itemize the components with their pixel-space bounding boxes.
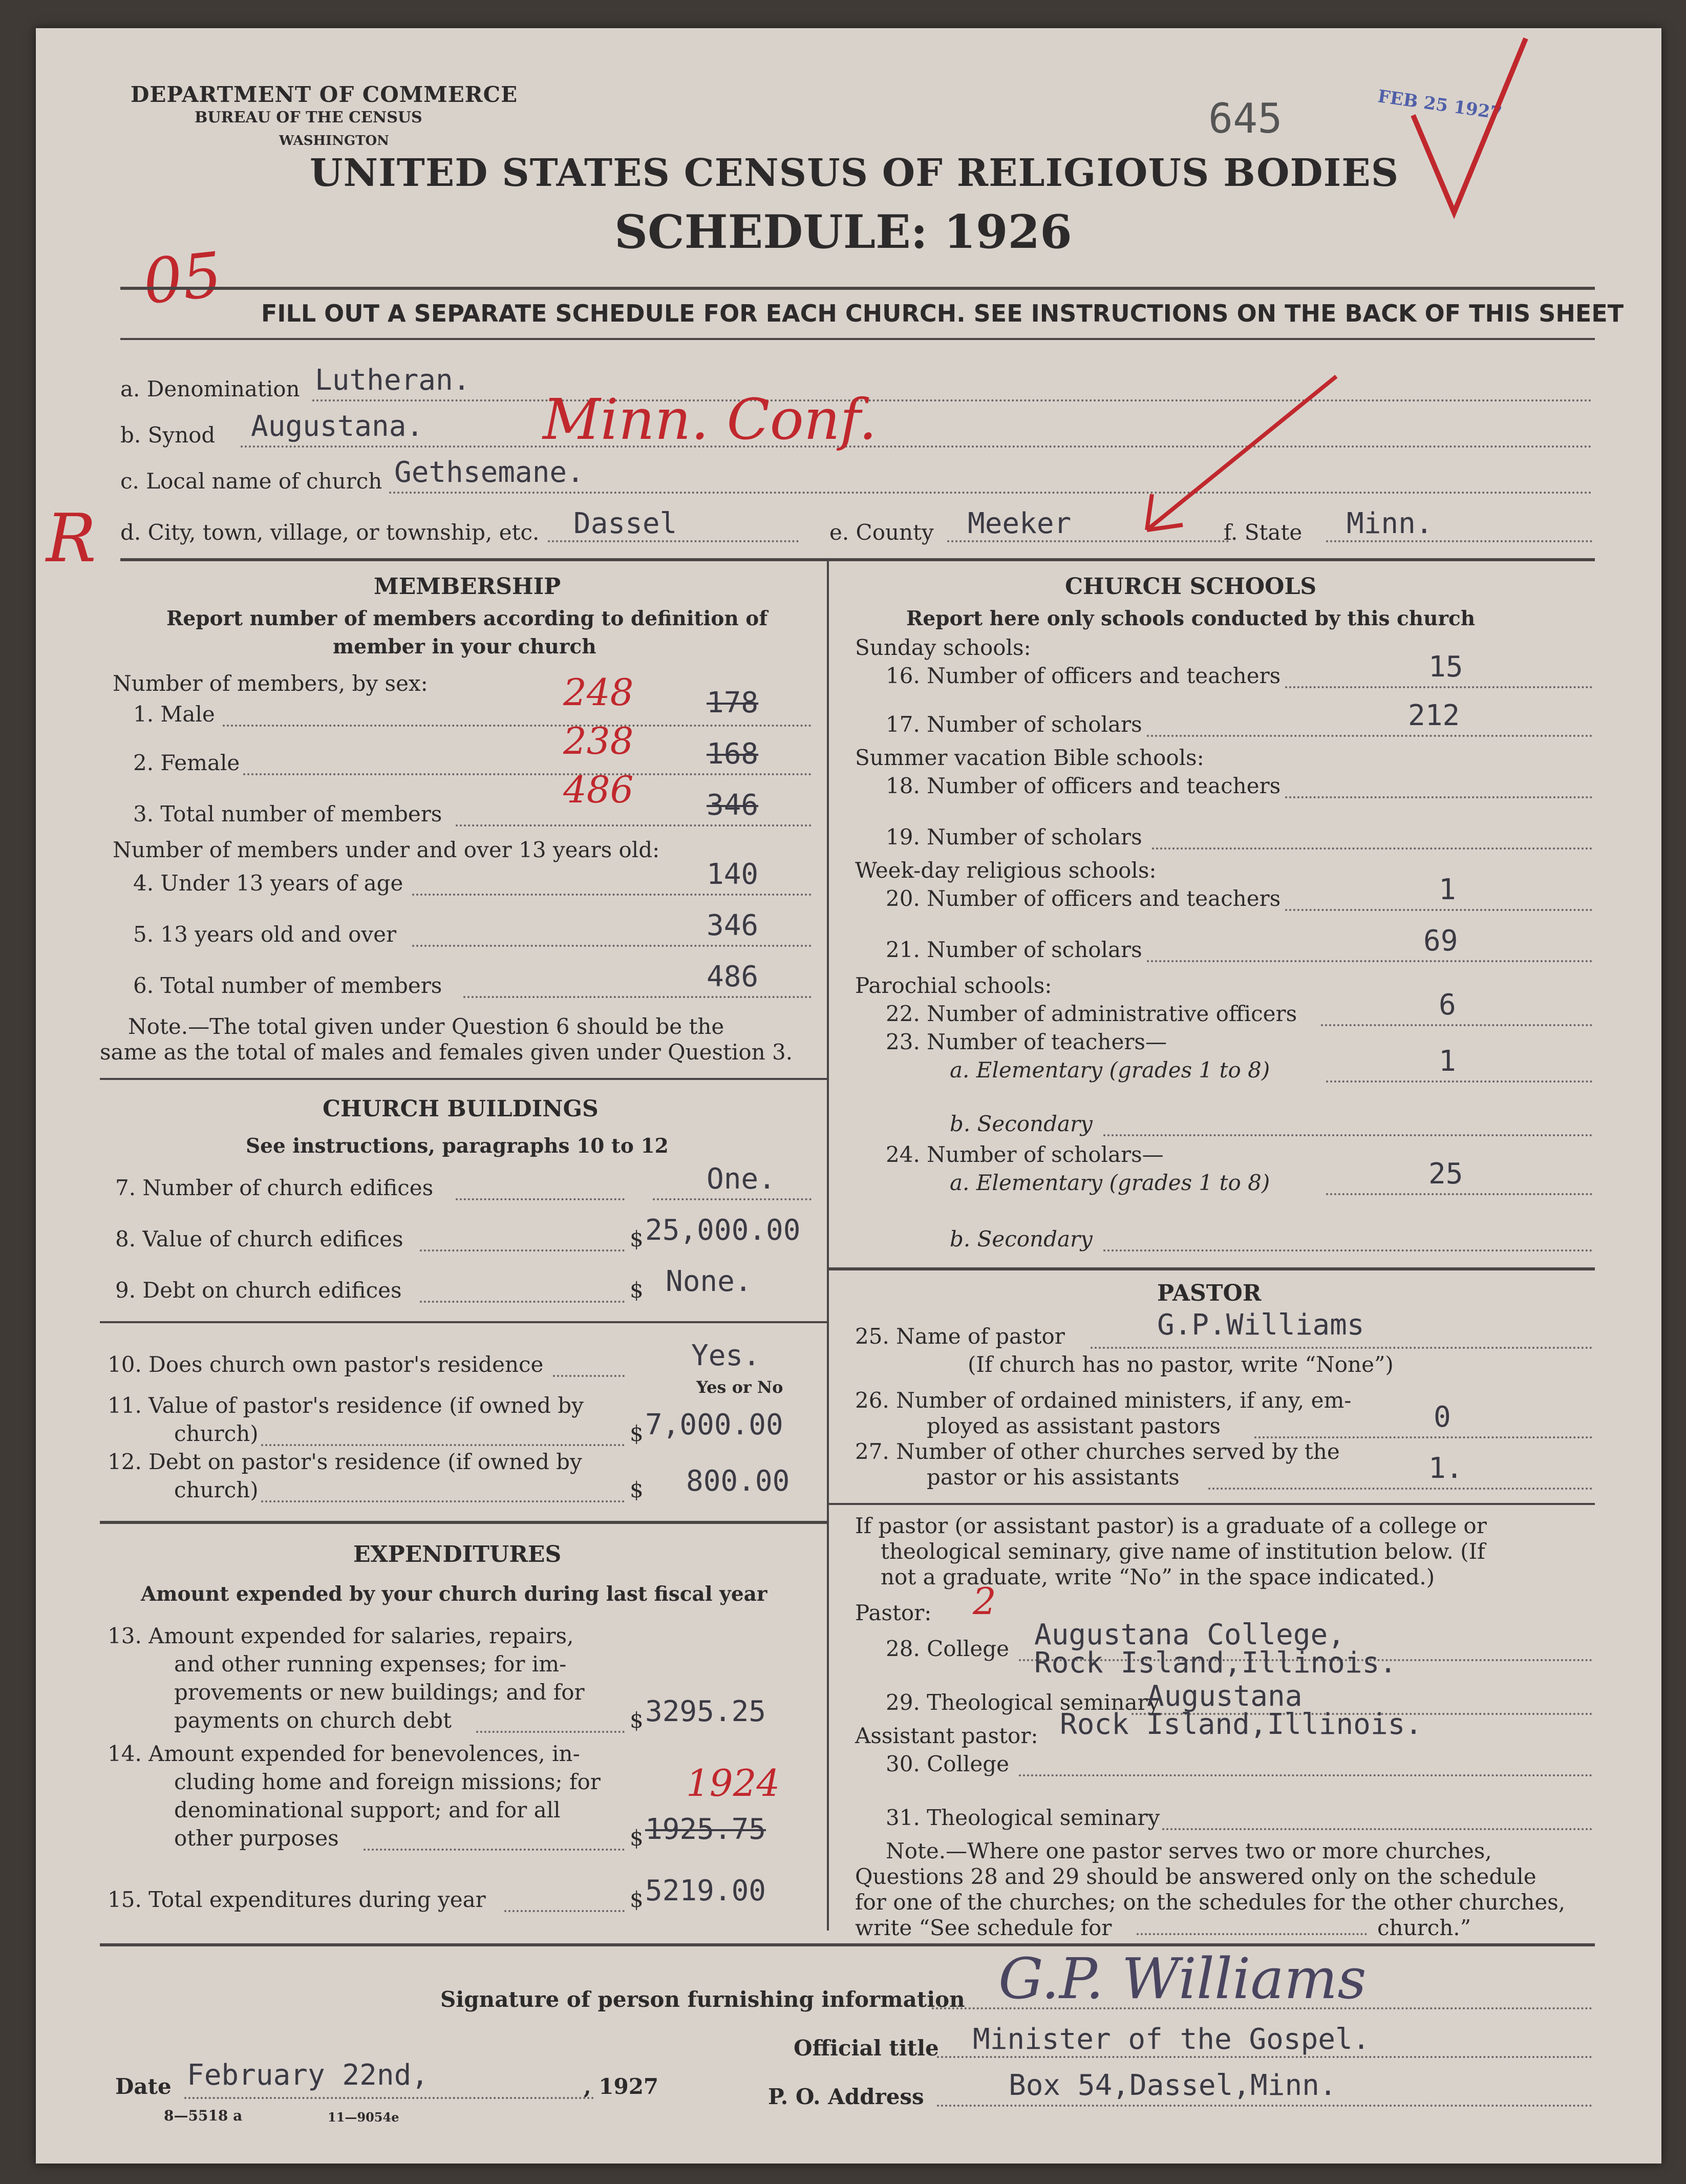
q1-typed-value: 178 [707,686,759,719]
official-title-value: Minister of the Gospel. [973,2023,1370,2056]
q14-label-d: other purposes [174,1826,339,1851]
q25-hint: (If church has no pastor, write “None”) [968,1352,1394,1377]
q13-label-a: 13. Amount expended for salaries, repairs, [108,1623,574,1648]
date-year: , 1927 [584,2074,659,2099]
q21-label: 21. Number of scholars [886,937,1142,962]
q19-label: 19. Number of scholars [886,824,1142,850]
q11-value: 7,000.00 [645,1408,783,1441]
bureau-line: BUREAU OF THE CENSUS [195,109,422,126]
date-label: Date [115,2074,172,2099]
pastor-note3: for one of the churches; on the schedules for the other churches, [855,1890,1566,1915]
schools-sub: Report here only schools conducted by this church [906,607,1476,630]
pastor-note4: write “See schedule for [855,1915,1112,1940]
q12-dollar: $ [630,1477,644,1502]
membership-heading: MEMBERSHIP [374,574,561,600]
q13-value: 3295.25 [645,1695,766,1728]
q20-label: 20. Number of officers and teachers [886,886,1281,911]
q14-dollar: $ [630,1826,644,1851]
state-label: f. State [1224,520,1303,545]
q10-value: Yes. [691,1339,760,1372]
grad-note1: If pastor (or assistant pastor) is a graduate of a college or [855,1513,1487,1538]
po-address-value: Box 54,Dassel,Minn. [1009,2069,1337,2102]
q11-label-a: 11. Value of pastor's residence (if owned by [108,1393,584,1418]
weekday-label: Week-day religious schools: [855,858,1157,883]
city-line: WASHINGTON [279,133,389,149]
pastor-hand-mark: 2 [973,1580,996,1623]
q24b-label: b. Secondary [950,1226,1093,1252]
q4-value: 140 [707,858,759,891]
q9-value: None. [666,1265,752,1298]
q30-label: 30. College [886,1751,1010,1776]
pastor-note5: church.” [1377,1915,1471,1940]
q14-label-a: 14. Amount expended for benevolences, in- [108,1741,580,1766]
q8-value: 25,000.00 [645,1214,801,1247]
synod-label: b. Synod [120,422,216,448]
grad-note3: not a graduate, write “No” in the space indicated.) [881,1564,1435,1589]
official-title-label: Official title [794,2035,939,2061]
q21-value: 69 [1423,924,1458,958]
q23b-label: b. Secondary [950,1111,1093,1136]
q24-label: 24. Number of scholars— [886,1142,1164,1167]
q13-label-d: payments on church debt [174,1708,452,1733]
q11-label-b: church) [174,1421,259,1446]
q25-label: 25. Name of pastor [855,1324,1065,1349]
q1-hand-value: 248 [563,671,634,714]
schools-heading: CHURCH SCHOOLS [1065,574,1317,600]
q6-label: 6. Total number of members [133,973,442,998]
q16-value: 15 [1428,650,1463,684]
q22-label: 22. Number of administrative officers [886,1001,1297,1026]
pastor-label: Pastor: [855,1600,932,1625]
signature-label: Signature of person furnishing information [440,1987,965,2012]
city-value: Dassel [573,507,677,540]
q12-label-b: church) [174,1477,259,1502]
q26-label-a: 26. Number of ordained ministers, if any, em- [855,1388,1352,1413]
q4-label: 4. Under 13 years of age [133,871,403,896]
q13-label-b: and other running expenses; for im- [174,1651,567,1677]
serial-number: 645 [1208,95,1283,142]
check-mark-icon [1393,28,1546,243]
q22-value: 6 [1439,988,1456,1022]
q7-label: 7. Number of church edifices [115,1175,434,1200]
census-form [36,28,1661,2164]
q9-dollar: $ [630,1278,644,1303]
q28-value1: Augustana College, [1034,1618,1345,1651]
q17-label: 17. Number of scholars [886,712,1142,737]
q24a-label: a. Elementary (grades 1 to 8) [950,1170,1270,1195]
q29-label: 29. Theological seminary [886,1690,1160,1715]
q3-typed-value: 346 [707,789,759,822]
q29-value2: Rock Island,Illinois. [1060,1708,1423,1741]
q15-value: 5219.00 [645,1874,766,1907]
q25-value: G.P.Williams [1157,1308,1364,1342]
arrow-mark-icon [1132,366,1347,540]
q28-value2: Rock Island,Illinois. [1034,1646,1397,1680]
q13-label-c: provements or new buildings; and for [174,1680,585,1705]
q26-label-b: ployed as assistant pastors [927,1413,1221,1438]
synod-value: Augustana. [251,410,424,443]
q27-value: 1. [1428,1452,1463,1485]
members-by-sex-label: Number of members, by sex: [113,671,428,696]
city-label: d. City, town, village, or township, etc. [120,520,540,545]
q14-value: 1925.75 [645,1813,766,1846]
signature-value: G.P. Williams [998,1946,1367,2011]
hand-r-mark: R [46,499,96,577]
assistant-pastor-label: Assistant pastor: [855,1723,1038,1748]
q1-label: 1. Male [133,702,215,727]
po-address-label: P. O. Address [768,2084,924,2109]
buildings-heading: CHURCH BUILDINGS [323,1096,599,1122]
q2-hand-value: 238 [563,719,634,762]
q10-hint: Yes or No [696,1377,783,1397]
county-label: e. County [829,520,934,545]
q23a-value: 1 [1439,1045,1456,1078]
q27-label-a: 27. Number of other churches served by the [855,1439,1340,1464]
q11-dollar: $ [630,1421,644,1446]
grad-note2: theological seminary, give name of institution below. (If [881,1539,1485,1564]
instruction-line: FILL OUT A SEPARATE SCHEDULE FOR EACH CHURCH. SEE INSTRUCTIONS ON THE BACK OF THIS SHEET [261,300,1624,327]
state-value: Minn. [1347,507,1433,540]
age-intro-label: Number of members under and over 13 years old: [113,837,660,862]
pastor-note1: Note.—Where one pastor serves two or more churches, [886,1838,1492,1863]
q14-hand-value: 1924 [686,1762,780,1805]
q16-label: 16. Number of officers and teachers [886,663,1281,688]
q8-label: 8. Value of church edifices [115,1226,403,1252]
q27-label-b: pastor or his assistants [927,1465,1180,1490]
schedule-title: SCHEDULE: 1926 [614,205,1072,259]
pastor-note2: Questions 28 and 29 should be answered only on the schedule [855,1864,1536,1889]
q3-label: 3. Total number of members [133,801,442,826]
q18-label: 18. Number of officers and teachers [886,773,1281,798]
form-title: UNITED STATES CENSUS OF RELIGIOUS BODIES [310,151,1399,195]
q24a-value: 25 [1428,1157,1463,1191]
q8-dollar: $ [630,1226,644,1252]
q15-label: 15. Total expenditures during year [108,1887,486,1912]
q23-label: 23. Number of teachers— [886,1029,1167,1054]
q12-label-a: 12. Debt on pastor's residence (if owned by [108,1449,582,1474]
q29-value1: Augustana [1147,1680,1303,1713]
hand-code: 05 [140,239,225,319]
denomination-label: a. Denomination [120,376,300,401]
form-number: 8—5518 a [164,2107,243,2124]
q14-label-c: denominational support; and for all [174,1797,561,1822]
membership-intro2: member in your church [333,635,596,659]
county-value: Meeker [968,507,1072,540]
q9-label: 9. Debt on church edifices [115,1278,402,1303]
q23a-label: a. Elementary (grades 1 to 8) [950,1057,1270,1083]
expenditures-heading: EXPENDITURES [353,1541,562,1567]
q20-value: 1 [1439,873,1456,906]
pastor-heading: PASTOR [1157,1280,1262,1306]
q5-value: 346 [707,909,759,942]
q31-label: 31. Theological seminary [886,1805,1160,1830]
q3-hand-value: 486 [563,768,634,811]
denomination-value: Lutheran. [315,364,471,397]
membership-note2: same as the total of males and females given under Question 3. [100,1040,793,1065]
q28-label: 28. College [886,1636,1010,1661]
q14-label-b: cluding home and foreign missions; for [174,1769,601,1794]
membership-intro1: Report number of members according to definition of [166,607,768,630]
department-line: DEPARTMENT OF COMMERCE [131,82,518,107]
q17-value: 212 [1408,699,1460,732]
church-name-label: c. Local name of church [120,469,382,494]
q26-value: 0 [1434,1401,1451,1434]
date-value: February 22nd, [187,2059,429,2092]
expenditures-sub: Amount expended by your church during last fiscal year [141,1582,767,1606]
q7-value: One. [707,1162,776,1196]
q6-value: 486 [707,960,759,993]
print-number: 11—9054e [328,2110,399,2125]
sunday-label: Sunday schools: [855,635,1031,660]
q2-label: 2. Female [133,750,240,775]
parochial-label: Parochial schools: [855,973,1052,998]
q13-dollar: $ [630,1708,644,1733]
church-name-value: Gethsemane. [394,456,584,489]
buildings-sub: See instructions, paragraphs 10 to 12 [246,1134,669,1158]
q10-label: 10. Does church own pastor's residence [108,1352,544,1377]
q2-typed-value: 168 [707,737,759,771]
summer-label: Summer vacation Bible schools: [855,745,1204,770]
q5-label: 5. 13 years old and over [133,922,397,947]
membership-note1: Note.—The total given under Question 6 should be the [128,1014,724,1039]
synod-hand: Minn. Conf. [543,387,877,452]
q15-dollar: $ [630,1887,644,1912]
received-stamp: FEB 25 1927 [1376,86,1504,124]
q12-value: 800.00 [686,1465,790,1498]
